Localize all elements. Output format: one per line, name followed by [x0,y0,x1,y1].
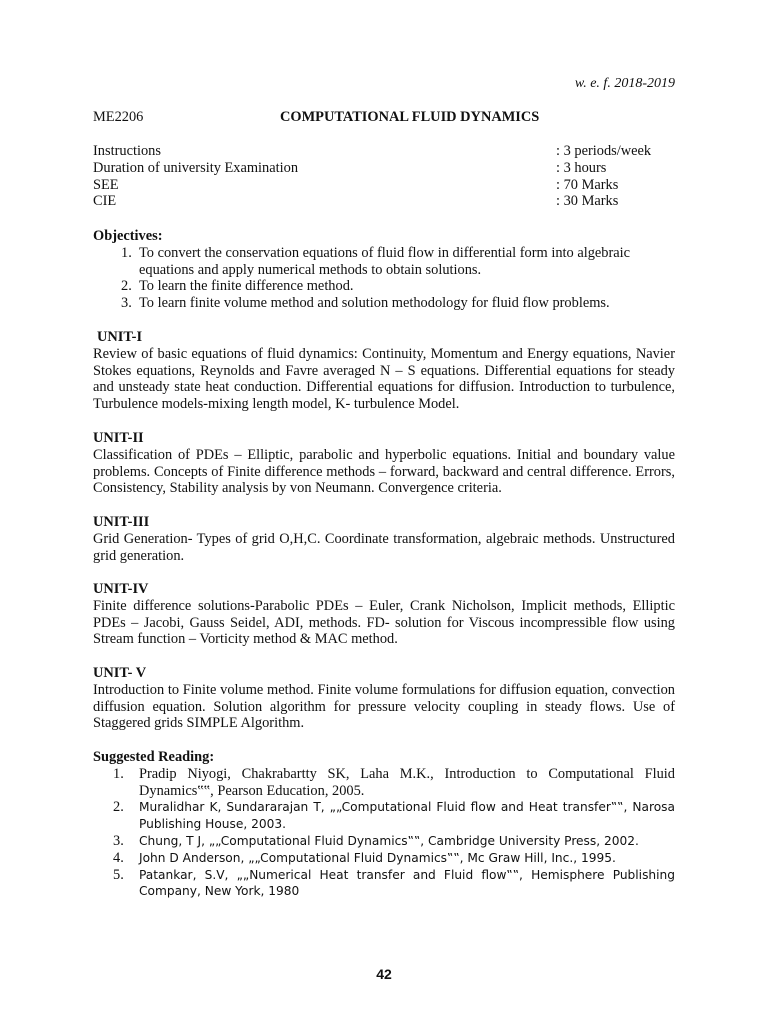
objective-item [93,295,675,312]
reference-item [93,867,675,901]
list-number: 1. [121,244,132,261]
unit-heading: UNIT- V [93,665,147,681]
list-number: 3. [113,832,124,849]
meta-row-instructions [93,143,683,160]
effective-date: w. e. f. 2018-2019 [574,76,675,91]
meta-row-see [93,177,683,194]
meta-value: : 30 Marks [556,193,619,210]
reading-list [93,766,675,900]
meta-label: CIE [93,193,117,210]
reading-heading: Suggested Reading: [93,749,215,765]
meta-row-duration [93,160,683,177]
reference-item [93,766,675,800]
unit-heading: UNIT-II [93,430,144,446]
reference-item [93,850,675,867]
reference-text: Chung, T J, „„Computational Fluid Dynamics‟‟, Cambridge University Press, 2002. [139,833,639,848]
unit-text: Classification of PDEs – Elliptic, parabolic and hyperbolic equations. Initial and boundary value problems. Concepts of Finite difference methods – forward, backward and central difference. Errors, Consistency, Stability analysis by von Neumann. Convergence criteria. [93,446,675,497]
unit-text: Grid Generation- Types of grid O,H,C. Coordinate transformation, algebraic methods. Unstructured grid generation. [93,530,675,564]
list-number: 3. [121,295,132,312]
objective-text: To convert the conservation equations of fluid flow in differential form into algebraic equations and apply numerical methods to obtain solutions. [139,244,631,278]
meta-label: Duration of university Examination [93,159,299,176]
meta-row-cie [93,193,683,210]
list-number: 2. [121,278,132,295]
objectives-section [93,228,675,312]
meta-label: Instructions [93,143,161,159]
list-number: 2. [113,799,124,816]
reference-text: Patankar, S.V, „„Numerical Heat transfer and Fluid flow‟‟, Hemisphere Publishing Company, New York, 1980 [139,867,675,899]
page-number: 42 [376,966,392,982]
course-meta-table [93,143,683,210]
unit-1-section [93,329,675,413]
course-code: ME2206 [93,109,144,125]
unit-heading: UNIT-III [93,514,150,530]
reference-text: John D Anderson, „„Computational Fluid Dynamics‟‟, Mc Graw Hill, Inc., 1995. [139,850,616,865]
meta-value: : 3 periods/week [556,143,652,159]
unit-heading: UNIT-IV [93,581,149,597]
course-title: COMPUTATIONAL FLUID DYNAMICS [280,109,540,125]
unit-5-section [93,665,675,732]
objective-item [93,278,675,295]
unit-3-section [93,514,675,564]
unit-4-section [93,581,675,648]
suggested-reading-section [93,749,675,900]
unit-2-section [93,430,675,497]
list-number: 4. [113,849,124,866]
list-number: 5. [113,866,124,883]
unit-heading: UNIT-I [97,329,143,345]
objective-text: To learn finite volume method and solution methodology for fluid flow problems. [139,295,610,312]
meta-value: : 70 Marks [556,176,619,193]
unit-text: Finite difference solutions-Parabolic PDEs – Euler, Crank Nicholson, Implicit methods, Elliptic PDEs – Jacobi, Gauss Seidel, ADI, methods. FD- solution for Viscous incompressible flow using Stream function – Vorticity method & MAC method. [93,597,675,648]
meta-label: SEE [93,176,119,193]
objective-item [93,245,675,279]
reference-text: Muralidhar K, Sundararajan T, „„Computational Fluid flow and Heat transfer‟‟, Narosa Publishing House, 2003. [139,800,675,832]
meta-value: : 3 hours [556,159,607,176]
unit-text: Review of basic equations of fluid dynamics: Continuity, Momentum and Energy equations, Navier Stokes equations, Reynolds and Favre averaged N – S equations. Differential equations for steady and unsteady state heat conduction. Differential equations for diffusion. Introduction to turbulence, Turbulence models-mixing length model, K- turbulence Model. [93,345,675,413]
objective-text: To learn the finite difference method. [139,278,354,295]
reference-item [93,799,675,833]
list-number: 1. [113,765,124,782]
objectives-heading: Objectives: [93,228,163,244]
reference-item [93,833,675,850]
reference-text: Pradip Niyogi, Chakrabartty SK, Laha M.K., Introduction to Computational Fluid Dynamics‟‟, Pearson Education, 2005. [139,765,675,799]
objectives-list [93,245,675,312]
unit-text: Introduction to Finite volume method. Finite volume formulations for diffusion equation, convection diffusion equation. Solution algorithm for pressure velocity coupling in steady flows. Use of Staggered grids SIMPLE Algorithm. [93,681,675,732]
